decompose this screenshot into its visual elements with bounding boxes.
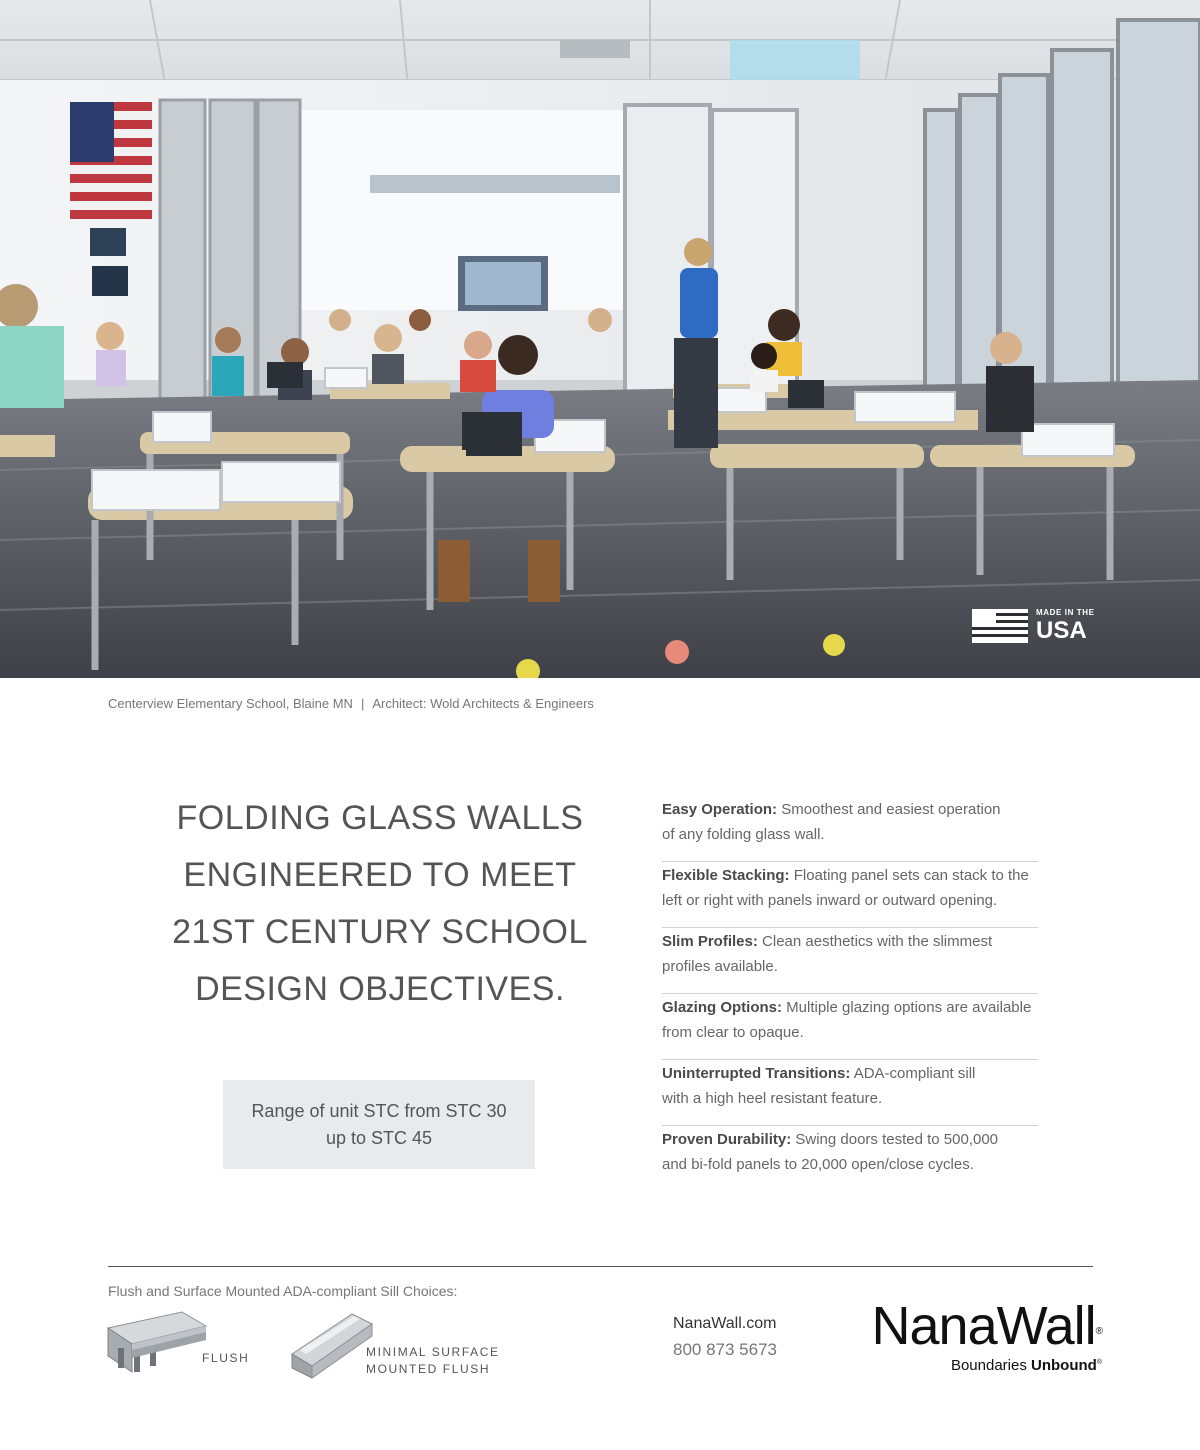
- feature-title: Flexible Stacking:: [662, 867, 790, 884]
- photo-caption: [108, 696, 594, 711]
- us-flag-icon: [972, 609, 1028, 643]
- flush-label: FLUSH: [202, 1350, 250, 1365]
- surface-label: [366, 1344, 500, 1378]
- contact-info: [673, 1313, 777, 1365]
- feature-text: ADA-compliant sill: [853, 1065, 976, 1082]
- headline-line: ENGINEERED TO MEET: [183, 856, 577, 894]
- registered-mark: ®: [1095, 1326, 1102, 1337]
- brand-tagline: [862, 1353, 1102, 1376]
- feature-uninterrupted-transitions: [662, 1060, 1038, 1126]
- page-headline: [150, 790, 610, 1018]
- nanawall-logo: [862, 1298, 1102, 1376]
- feature-flexible-stacking: [662, 862, 1038, 928]
- stc-line: up to STC 45: [325, 1127, 433, 1148]
- stc-range-callout: [223, 1080, 535, 1169]
- classroom-illustration: [0, 0, 1200, 678]
- made-in-label: MADE IN THE: [1036, 608, 1095, 617]
- tagline-regular: Boundaries: [950, 1357, 1027, 1374]
- sill-surface-mounted: [288, 1310, 500, 1382]
- feature-title: Glazing Options:: [662, 999, 782, 1016]
- made-in-usa-badge: [972, 606, 1102, 646]
- feature-text: profiles available.: [662, 957, 778, 975]
- caption-separator: |: [360, 696, 365, 711]
- brand-name: NanaWall: [871, 1296, 1096, 1356]
- project-name: Centerview Elementary School, Blaine MN: [108, 696, 353, 711]
- feature-text: left or right with panels inward or outward opening.: [662, 891, 998, 909]
- feature-slim-profiles: [662, 928, 1038, 994]
- website-link[interactable]: NanaWall.com: [673, 1315, 777, 1332]
- feature-text: Multiple glazing options are available: [786, 999, 1032, 1016]
- feature-easy-operation: [662, 796, 1038, 862]
- feature-text: Clean aesthetics with the slimmest: [762, 933, 993, 950]
- classroom-photo: [0, 0, 1200, 678]
- surface-sill-icon: [288, 1310, 374, 1382]
- feature-text: Swing doors tested to 500,000: [795, 1131, 999, 1148]
- stc-line: Range of unit STC from STC 30: [251, 1100, 507, 1121]
- usa-label: USA: [1036, 617, 1087, 644]
- feature-list: [662, 796, 1038, 1192]
- tagline-bold: Unbound: [1031, 1357, 1097, 1374]
- feature-text: with a high heel resistant feature.: [662, 1089, 883, 1107]
- feature-title: Easy Operation:: [662, 801, 778, 818]
- headline-line: FOLDING GLASS WALLS: [176, 799, 584, 837]
- sill-choices-title: Flush and Surface Mounted ADA-compliant Sill Choices:: [108, 1283, 458, 1299]
- feature-text: and bi-fold panels to 20,000 open/close cycles.: [662, 1155, 974, 1173]
- surface-label-line: MOUNTED FLUSH: [366, 1362, 491, 1376]
- headline-line: 21ST CENTURY SCHOOL: [172, 913, 588, 951]
- feature-proven-durability: [662, 1126, 1038, 1192]
- feature-glazing-options: [662, 994, 1038, 1060]
- tagline-registered-mark: ®: [1096, 1359, 1102, 1366]
- headline-line: DESIGN OBJECTIVES.: [195, 970, 565, 1008]
- sill-flush: [104, 1310, 249, 1382]
- phone-number[interactable]: 800 873 5673: [673, 1340, 777, 1359]
- surface-label-line: MINIMAL SURFACE: [366, 1345, 500, 1359]
- feature-text: of any folding glass wall.: [662, 825, 825, 843]
- feature-text: Floating panel sets can stack to the: [793, 867, 1029, 884]
- flush-sill-icon: [104, 1310, 208, 1382]
- architect-credit: Architect: Wold Architects & Engineers: [372, 696, 594, 711]
- feature-title: Uninterrupted Transitions:: [662, 1065, 851, 1082]
- feature-title: Proven Durability:: [662, 1131, 792, 1148]
- feature-text: from clear to opaque.: [662, 1023, 804, 1041]
- feature-text: Smoothest and easiest operation: [781, 801, 1001, 818]
- feature-title: Slim Profiles:: [662, 933, 758, 950]
- footer-divider: [108, 1266, 1093, 1267]
